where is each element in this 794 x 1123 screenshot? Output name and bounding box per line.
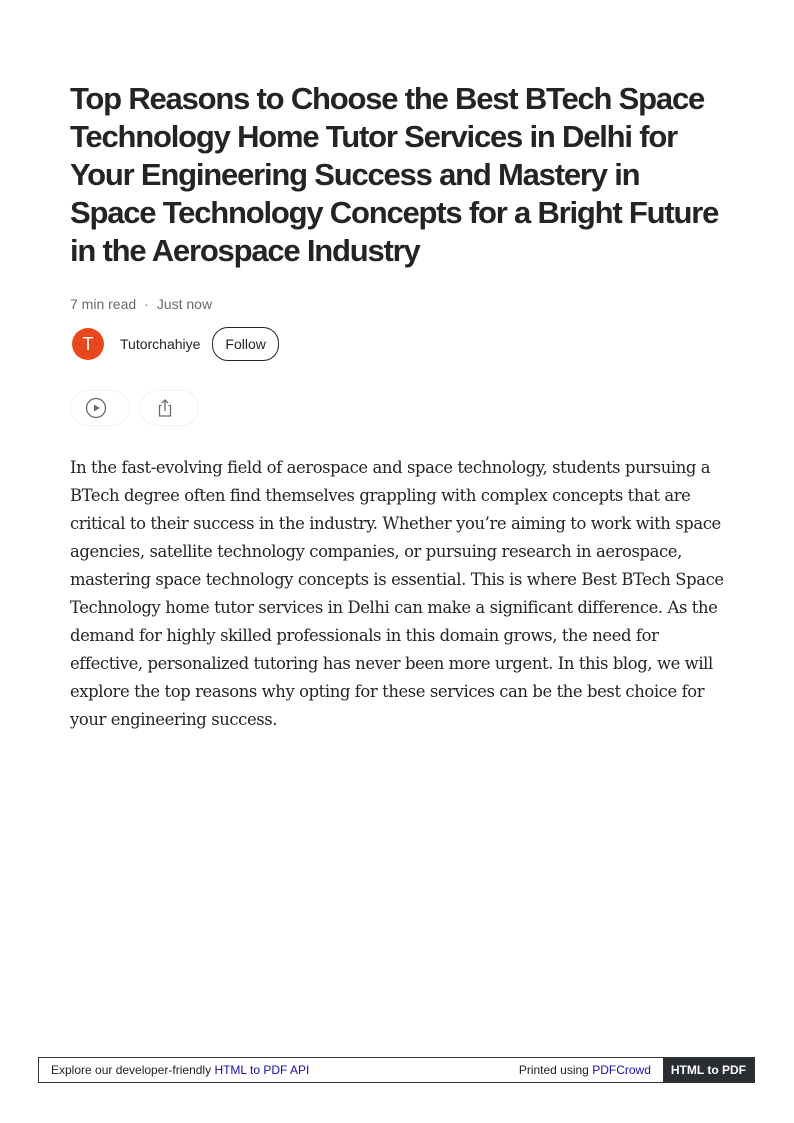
follow-button[interactable]: Follow (212, 327, 278, 361)
footer-explore-text: Explore our developer-friendly (51, 1063, 212, 1077)
article-actions (70, 390, 724, 426)
play-circle-icon (85, 397, 107, 419)
avatar[interactable]: T (72, 328, 104, 360)
pdf-footer (38, 1057, 755, 1083)
pdfcrowd-link[interactable]: PDFCrowd (592, 1063, 651, 1077)
article (70, 80, 724, 750)
meta-separator: · (144, 296, 149, 312)
publish-time: Just now (156, 296, 213, 312)
html-to-pdf-api-link[interactable]: HTML to PDF API (214, 1063, 310, 1077)
article-meta (70, 295, 724, 313)
author-row (70, 327, 724, 361)
author-name[interactable]: Tutorchahiye (120, 336, 201, 352)
footer-printed-text: Printed using (518, 1063, 589, 1077)
read-time: 7 min read (70, 296, 137, 312)
article-body: In the fast-evolving field of aerospace and space technology, students pursuing a BTech degree often find themselves grappling with complex concepts that are critical to their success in the industry. Whether you’re aiming to work with space agencies, satellite technology companies, or pursuing research in aerospace, mastering space technology concepts is essential. This is where Best BTech Space Technology home tutor services in Delhi can make a significant difference. As the demand for highly skilled professionals in this domain grows, the need for effective, personalized tutoring has never been more urgent. In this blog, we will explore the top reasons why opting for these services can be the best choice for your engineering success. (70, 458, 724, 729)
footer-printed (519, 1063, 663, 1077)
footer-explore (39, 1063, 519, 1077)
share-icon (154, 397, 176, 419)
html-to-pdf-badge[interactable]: HTML to PDF (663, 1058, 754, 1082)
listen-button[interactable] (70, 390, 130, 426)
article-title: Top Reasons to Choose the Best BTech Space Technology Home Tutor Services in Delhi for Your Engineering Success and Mastery in Space Technology Concepts for a Bright Future in the Aerospace Industry (70, 81, 719, 268)
share-button[interactable] (139, 390, 199, 426)
